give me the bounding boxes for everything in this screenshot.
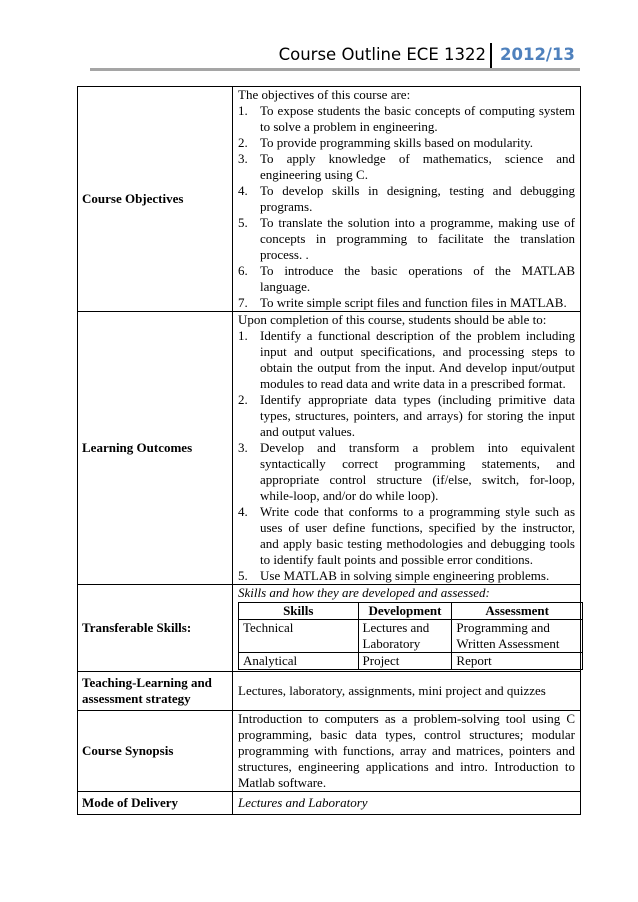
synopsis-label: Course Synopsis bbox=[78, 711, 233, 792]
synopsis-content: Introduction to computers as a problem-solving tool using C programming, basic data types, control structures; modular programming with functions, array and matrices, pointers and structures, engineering applications and intro. Introduction to Matlab software. bbox=[233, 711, 581, 792]
outcome-text: Identify appropriate data types (including primitive data types, structures, pointers, and arrays) for storing the input and output values. bbox=[260, 392, 575, 439]
objective-item bbox=[238, 135, 575, 151]
objective-text: To introduce the basic operations of the MATLAB language. bbox=[260, 263, 575, 294]
assessment-col-header: Assessment bbox=[452, 603, 583, 620]
outcome-item bbox=[238, 568, 575, 584]
skills-table bbox=[238, 602, 583, 670]
outcome-num: 3. bbox=[238, 440, 248, 455]
objectives-list bbox=[238, 103, 575, 311]
skill-cell: Technical bbox=[239, 620, 359, 653]
objective-num: 3. bbox=[238, 151, 248, 166]
header-title: Course Outline ECE 1322 bbox=[278, 45, 486, 64]
synopsis-row bbox=[78, 711, 581, 792]
outcome-num: 2. bbox=[238, 392, 248, 407]
outcomes-label: Learning Outcomes bbox=[78, 312, 233, 585]
objective-item bbox=[238, 151, 575, 183]
delivery-row bbox=[78, 792, 581, 815]
transferable-row bbox=[78, 585, 581, 672]
teaching-label: Teaching-Learning and assessment strategy bbox=[78, 672, 233, 711]
header-year: 2012/13 bbox=[500, 45, 575, 64]
outcome-item bbox=[238, 440, 575, 504]
table-row bbox=[239, 653, 583, 670]
objective-item bbox=[238, 183, 575, 215]
objectives-label: Course Objectives bbox=[78, 87, 233, 312]
development-cell: Project bbox=[358, 653, 452, 670]
skills-header-row bbox=[239, 603, 583, 620]
objective-num: 4. bbox=[238, 183, 248, 198]
transferable-intro: Skills and how they are developed and assessed: bbox=[238, 585, 490, 600]
objective-num: 6. bbox=[238, 263, 248, 278]
objective-num: 2. bbox=[238, 135, 248, 150]
outcomes-content bbox=[233, 312, 581, 585]
objective-text: To expose students the basic concepts of computing system to solve a problem in engineering. bbox=[260, 103, 575, 134]
objective-item bbox=[238, 103, 575, 135]
outcome-item bbox=[238, 392, 575, 440]
objective-text: To write simple script files and function files in MATLAB. bbox=[260, 295, 567, 310]
outcome-text: Develop and transform a problem into equivalent syntactically correct programming statements, and appropriate control structure (if/else, switch, for-loop, while-loop, and/or do while loop). bbox=[260, 440, 575, 503]
outcomes-list bbox=[238, 328, 575, 584]
objective-item bbox=[238, 263, 575, 295]
transferable-content bbox=[233, 585, 581, 672]
table-row bbox=[239, 620, 583, 653]
transferable-label: Transferable Skills: bbox=[78, 585, 233, 672]
header-rule bbox=[90, 68, 580, 71]
outcomes-row bbox=[78, 312, 581, 585]
outcome-num: 4. bbox=[238, 504, 248, 519]
objectives-intro: The objectives of this course are: bbox=[238, 87, 411, 102]
objective-num: 5. bbox=[238, 215, 248, 230]
delivery-label: Mode of Delivery bbox=[78, 792, 233, 815]
outcome-text: Identify a functional description of the problem including input and output specifications, and processing steps to obtain the output from the input. And develop input/output modules to read data and write data in a prescribed format. bbox=[260, 328, 575, 391]
teaching-content: Lectures, laboratory, assignments, mini project and quizzes bbox=[233, 672, 581, 711]
objective-text: To provide programming skills based on modularity. bbox=[260, 135, 534, 150]
objective-text: To apply knowledge of mathematics, science and engineering using C. bbox=[260, 151, 575, 182]
delivery-content: Lectures and Laboratory bbox=[233, 792, 581, 815]
development-cell: Lectures and Laboratory bbox=[358, 620, 452, 653]
objectives-content bbox=[233, 87, 581, 312]
objective-num: 1. bbox=[238, 103, 248, 118]
outcomes-intro: Upon completion of this course, students should be able to: bbox=[238, 312, 547, 327]
objective-item bbox=[238, 215, 575, 263]
skills-col-header: Skills bbox=[239, 603, 359, 620]
course-outline-table bbox=[77, 86, 581, 815]
outcome-text: Write code that conforms to a programming style such as uses of user define functions, specified by the instructor, and apply basic testing methodologies and debugging tools to identify fault points and possible error conditions. bbox=[260, 504, 575, 567]
assessment-cell: Programming and Written Assessment bbox=[452, 620, 583, 653]
development-col-header: Development bbox=[358, 603, 452, 620]
page-header bbox=[90, 40, 580, 70]
objective-num: 7. bbox=[238, 295, 248, 310]
objective-text: To translate the solution into a programme, making use of concepts in programming to facilitate the translation process. . bbox=[260, 215, 575, 262]
teaching-row bbox=[78, 672, 581, 711]
assessment-cell: Report bbox=[452, 653, 583, 670]
objective-item bbox=[238, 295, 575, 311]
objective-text: To develop skills in designing, testing and debugging programs. bbox=[260, 183, 575, 214]
outcome-item bbox=[238, 328, 575, 392]
outcome-item bbox=[238, 504, 575, 568]
outcome-num: 1. bbox=[238, 328, 248, 343]
outcome-text: Use MATLAB in solving simple engineering problems. bbox=[260, 568, 550, 583]
outcome-num: 5. bbox=[238, 568, 248, 583]
header-separator bbox=[490, 43, 492, 70]
objectives-row bbox=[78, 87, 581, 312]
skill-cell: Analytical bbox=[239, 653, 359, 670]
